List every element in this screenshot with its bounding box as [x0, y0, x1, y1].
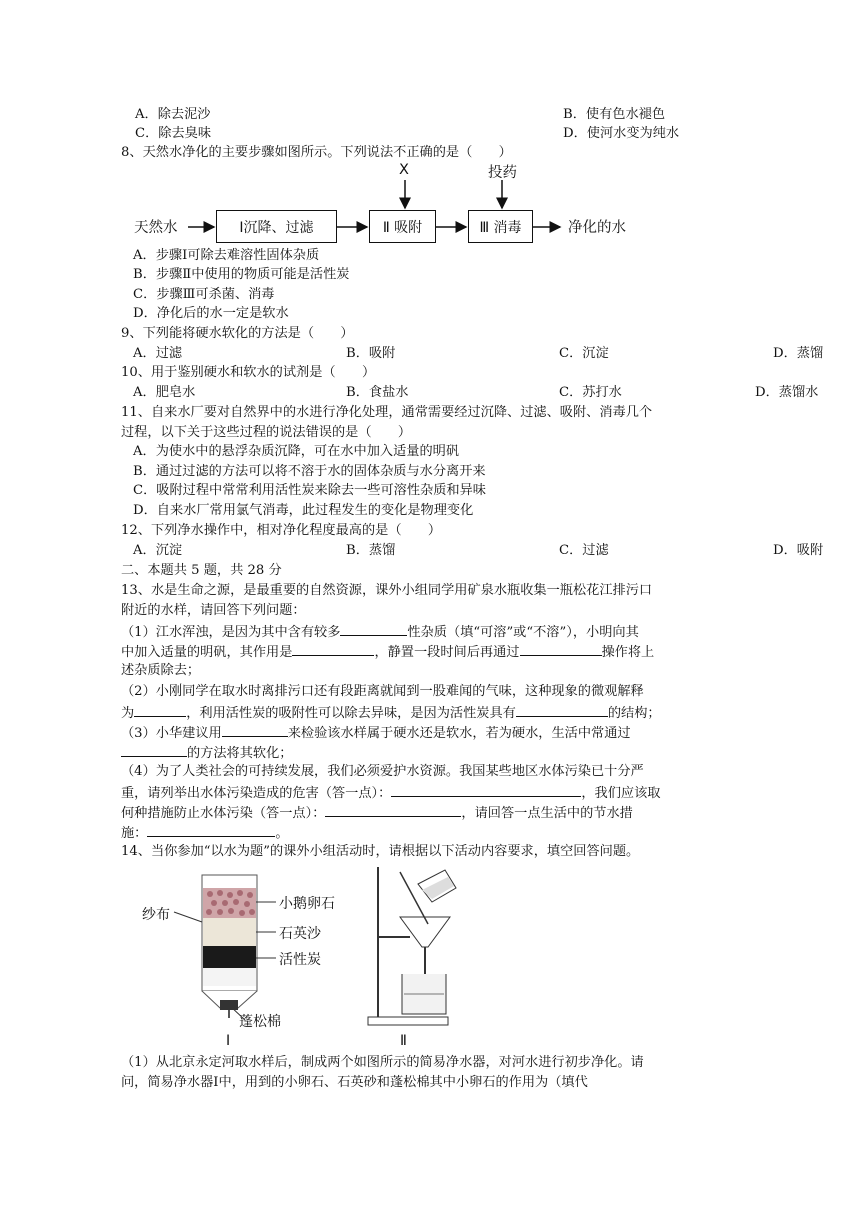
q13-blank-2[interactable]: [292, 641, 374, 656]
q12-option-c: C．过滤: [559, 543, 609, 558]
q11-option-d: D．自来水厂常用氯气消毒，此过程发生的变化是物理变化: [133, 503, 474, 518]
q7-option-b: B．使有色水褪色: [563, 107, 666, 122]
q13-part1-line3: 述杂质除去；: [121, 663, 201, 678]
label-sand: 石英沙: [279, 926, 321, 942]
q13-part1-line1: （1）江水浑浊，是因为其中含有较多 性杂质（填“可溶”或“不溶”），小明向其: [121, 621, 639, 642]
q10-option-b: B．食盐水: [346, 385, 409, 400]
q13-blank-3[interactable]: [520, 641, 602, 656]
figure-2-label: Ⅱ: [400, 1033, 407, 1049]
q12-option-a: A．沉淀: [133, 543, 183, 558]
q12-stem: 12、下列净水操作中，相对净化程度最高的是（ ）: [121, 523, 442, 538]
q7-option-d: D．使河水变为纯水: [563, 126, 680, 141]
q9-option-c: C．沉淀: [559, 346, 609, 361]
q13-part2-line2: 为 ，利用活性炭的吸附性可以除去异味，是因为活性炭具有 的结构；: [121, 702, 661, 723]
q14-stem: 14、当你参加“以水为题”的课外小组活动时，请根据以下活动内容要求，填空回答问题。: [121, 844, 640, 859]
q13-blank-8[interactable]: [391, 782, 581, 797]
q13-blank-7[interactable]: [121, 742, 187, 757]
q7-option-c: C．除去臭味: [135, 126, 212, 141]
q13-blank-5[interactable]: [516, 702, 608, 717]
q13-part2-line1: （2）小刚同学在取水时离排污口还有段距离就闻到一股难闻的气味，这种现象的微观解释: [121, 684, 644, 699]
q9-option-a: A．过滤: [133, 346, 183, 361]
q10-option-c: C．苏打水: [559, 385, 622, 400]
label-carbon: 活性炭: [279, 952, 321, 968]
flow-step3-box: Ⅲ 消毒: [468, 210, 533, 243]
q11-option-b: B．通过过滤的方法可以将不溶于水的固体杂质与水分离开来: [133, 464, 486, 479]
q13-blank-10[interactable]: [147, 822, 275, 837]
q13-blank-9[interactable]: [325, 802, 461, 817]
q8-option-c: C．步骤Ⅲ可杀菌、消毒: [133, 287, 275, 302]
q13-stem-line1: 13、水是生命之源，是最重要的自然资源，课外小组同学用矿泉水瓶收集一瓶松花江排污口: [121, 583, 653, 598]
q13-part4-line3: 何种措施防止水体污染（答一点）： ，请回答一点生活中的节水措: [121, 802, 633, 823]
q13-stem-line2: 附近的水样，请回答下列问题：: [121, 603, 306, 618]
section-2-heading: 二、本题共 5 题，共 28 分: [121, 563, 282, 578]
q11-stem-line2: 过程，以下关于这些过程的说法错误的是（ ）: [121, 425, 412, 440]
filtration-apparatus-figure: [360, 862, 470, 1032]
q13-part4-line4: 施： 。: [121, 822, 289, 843]
q9-option-d: D．蒸馏: [773, 346, 824, 361]
q13-part3-line1: （3）小华建议用 来检验该水样属于硬水还是软水，若为硬水，生活中常通过: [121, 722, 631, 743]
q11-stem-line1: 11、自来水厂要对自然界中的水进行净化处理，通常需要经过沉降、过滤、吸附、消毒几个: [121, 405, 653, 420]
figure-1-label: Ⅰ: [226, 1033, 231, 1049]
q8-stem: 8、天然水净化的主要步骤如图所示。下列说法不正确的是（ ）: [121, 145, 512, 160]
label-pebble: 小鹅卵石: [279, 896, 335, 912]
q13-part3-line2: 的方法将其软化；: [121, 742, 293, 763]
q11-option-a: A．为使水中的悬浮杂质沉降，可在水中加入适量的明矾: [133, 444, 460, 459]
simple-water-purifier-figure: [140, 870, 280, 1020]
flow-output-label: 净化的水: [568, 220, 626, 236]
q8-option-a: A．步骤Ⅰ可除去难溶性固体杂质: [133, 248, 320, 263]
q13-blank-4[interactable]: [134, 702, 186, 717]
q7-option-a: A．除去泥沙: [135, 107, 211, 122]
q11-option-c: C．吸附过程中常常利用活性炭来除去一些可溶性杂质和异味: [133, 483, 486, 498]
flow-step2-box: Ⅱ 吸附: [369, 210, 436, 243]
q12-option-d: D．吸附: [773, 543, 824, 558]
q8-option-b: B．步骤Ⅱ中使用的物质可能是活性炭: [133, 267, 350, 282]
q9-stem: 9、下列能将硬水软化的方法是（ ）: [121, 326, 354, 341]
flow-input-label: 天然水: [134, 220, 178, 236]
q8-option-d: D．净化后的水一定是软水: [133, 306, 289, 321]
flow-dose-label: 投药: [488, 165, 517, 181]
flow-step1-box: Ⅰ沉降、过滤: [216, 210, 337, 243]
q10-option-d: D．蒸馏水: [755, 385, 819, 400]
label-gauze: 纱布: [142, 907, 170, 923]
q13-part4-line2: 重，请列举出水体污染造成的危害（答一点）： ，我们应该取: [121, 782, 660, 803]
q13-blank-6[interactable]: [222, 722, 288, 737]
q14-part1-line2: 问，简易净水器Ⅰ中，用到的小卵石、石英砂和蓬松棉其中小卵石的作用为（填代: [121, 1075, 588, 1090]
flow-x-label: X: [399, 162, 409, 178]
q10-stem: 10、用于鉴别硬水和软水的试剂是（ ）: [121, 365, 376, 380]
label-cotton: 蓬松棉: [239, 1014, 281, 1030]
q9-option-b: B．吸附: [346, 346, 396, 361]
q14-part1-line1: （1）从北京永定河取水样后，制成两个如图所示的简易净水器，对河水进行初步净化。请: [121, 1055, 644, 1070]
q12-option-b: B．蒸馏: [346, 543, 396, 558]
q13-part4-line1: （4）为了人类社会的可持续发展，我们必须爱护水资源。我国某些地区水体污染已十分严: [121, 764, 644, 779]
q10-option-a: A．肥皂水: [133, 385, 196, 400]
q13-part1-line2: 中加入适量的明矾，其作用是 ，静置一段时间后再通过 操作将上: [121, 641, 654, 662]
q13-blank-1[interactable]: [340, 621, 407, 636]
